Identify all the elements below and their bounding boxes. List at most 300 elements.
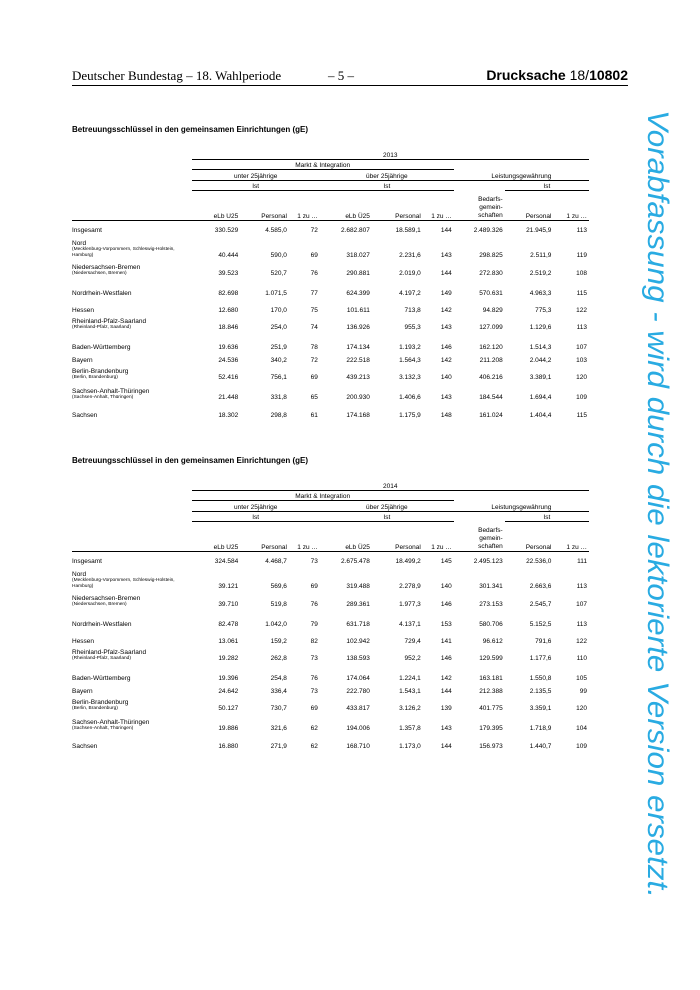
- watermark: [640, 110, 684, 900]
- table-cell: 952,2: [404, 655, 421, 662]
- table-cell: 1.129,6: [529, 324, 552, 331]
- table-row: [72, 401, 589, 419]
- region-cell: [72, 277, 192, 297]
- table-cell: 580.706: [479, 621, 503, 628]
- region-name: Nordrhein-Westfalen: [72, 621, 132, 628]
- table-cell: 298,8: [270, 412, 287, 419]
- col-ratio: 1 zu …: [289, 521, 320, 551]
- table-cell: 18.302: [218, 412, 239, 419]
- over25-header: über 25jährige: [320, 169, 454, 180]
- col-personal: Personal: [240, 190, 289, 220]
- table-cell: 162.120: [479, 344, 503, 351]
- region-name: Berlin-Brandenburg: [72, 368, 129, 375]
- region-name: Sachsen-Anhalt-Thüringen: [72, 388, 150, 395]
- table-cell: 569,6: [270, 583, 287, 590]
- table-cell: 76: [310, 675, 318, 682]
- table-cell: 730,7: [270, 705, 287, 712]
- col-personal: Personal: [505, 521, 554, 551]
- under25-header: unter 25jährige: [192, 500, 320, 511]
- table-cell: 19.282: [218, 655, 239, 662]
- table-cell: 143: [440, 252, 452, 259]
- region-name: Insgesamt: [72, 558, 102, 565]
- table-cell: 115: [576, 290, 587, 297]
- table-cell: 107: [576, 344, 587, 351]
- region-name: Hessen: [72, 638, 95, 645]
- table-cell: 624.399: [346, 290, 370, 297]
- table-cell: 222.518: [346, 357, 370, 364]
- table-row: [72, 628, 589, 645]
- table-cell: 104: [576, 725, 587, 732]
- col-ratio: 1 zu …: [423, 190, 454, 220]
- table-cell: 251,9: [270, 344, 287, 351]
- table-cell: 439.213: [346, 374, 370, 381]
- header-row: [72, 169, 589, 180]
- ist-header: Ist: [320, 180, 454, 190]
- table-cell: 115: [576, 412, 587, 419]
- table-cell: 69: [310, 374, 318, 381]
- table-cell: 4.197,2: [399, 290, 421, 297]
- table-cell: 149: [440, 290, 452, 297]
- header-doc-number-a: 18/: [569, 67, 590, 83]
- table-cell: 254,8: [270, 675, 287, 682]
- table-cell: 18.499,2: [395, 558, 421, 565]
- table-cell: 590,0: [270, 252, 287, 259]
- table-cell: 5.152,5: [529, 621, 552, 628]
- table-cell: 4.963,3: [529, 290, 552, 297]
- year-header: 2014: [192, 479, 589, 490]
- table-cell: 2.511,9: [530, 252, 552, 259]
- table-cell: 82.698: [218, 290, 239, 297]
- table-cell: 222.780: [346, 688, 370, 695]
- col-elb-ue25: eLb Ü25: [320, 521, 372, 551]
- region-name: Niedersachsen-Bremen: [72, 264, 141, 271]
- region-name: Rheinland-Pfalz-Saarland: [72, 318, 147, 325]
- region-cell: [72, 662, 192, 682]
- table-cell: 78: [310, 344, 318, 351]
- region-name: Bayern: [72, 357, 93, 364]
- table-cell: 144: [440, 270, 452, 277]
- table-cell: 1.224,1: [399, 675, 421, 682]
- table-title: Betreuungsschlüssel in den gemeinsamen Einrichtungen (gE): [72, 456, 309, 465]
- table-cell: 12.680: [218, 307, 239, 314]
- group-header: Markt & Integration: [192, 490, 454, 500]
- table-cell: 2.663,6: [529, 583, 552, 590]
- region-subtitle: (Berlin, Brandenburg): [72, 706, 118, 711]
- table-cell: 153: [440, 621, 452, 628]
- table-row: [72, 682, 589, 695]
- table-cell: 406.216: [479, 374, 503, 381]
- table-cell: 519,8: [270, 601, 287, 608]
- table-cell: 3.126,2: [399, 705, 421, 712]
- region-name: Nordrhein-Westfalen: [72, 290, 132, 297]
- table-cell: 2.519,2: [529, 270, 552, 277]
- header-rule: [72, 85, 628, 86]
- data-table: [72, 479, 589, 750]
- table-cell: 1.977,3: [399, 601, 421, 608]
- table-cell: 2.495.123: [473, 558, 503, 565]
- table-cell: 194.006: [346, 725, 370, 732]
- table-cell: 1.071,5: [265, 290, 287, 297]
- table-row: [72, 277, 589, 297]
- table-cell: 298.825: [479, 252, 503, 259]
- table-cell: 120: [576, 374, 587, 381]
- table-cell: 76: [310, 601, 318, 608]
- col-elb-u25: eLb U25: [192, 190, 241, 220]
- table-row: [72, 259, 589, 277]
- table-cell: 50.127: [218, 705, 239, 712]
- table-cell: 18.846: [218, 324, 239, 331]
- header-row: [72, 500, 589, 511]
- col-ratio: 1 zu …: [553, 521, 589, 551]
- table-cell: 113: [576, 324, 587, 331]
- data-table: [72, 148, 589, 419]
- table-cell: 3.132,3: [399, 374, 421, 381]
- table-cell: 520,7: [270, 270, 287, 277]
- table-cell: 2.682.807: [340, 227, 370, 234]
- region-cell: [72, 645, 192, 662]
- table-cell: 161.024: [479, 412, 503, 419]
- table-cell: 129.599: [479, 655, 503, 662]
- table-cell: 140: [440, 583, 452, 590]
- table-cell: 122: [576, 638, 587, 645]
- table-row: [72, 314, 589, 331]
- table-cell: 2.044,2: [529, 357, 552, 364]
- region-cell: [72, 628, 192, 645]
- col-bedarf: Bedarfs- gemein- schaften: [454, 190, 505, 220]
- header-doc-number-b: 10802: [589, 67, 628, 83]
- region-cell: [72, 259, 192, 277]
- table-cell: 144: [440, 227, 452, 234]
- table-cell: 143: [440, 725, 452, 732]
- benefits-header: Leistungsgewährung: [454, 500, 589, 511]
- table-cell: 212.388: [479, 688, 503, 695]
- group-header: Markt & Integration: [192, 159, 454, 169]
- table-row: [72, 695, 589, 712]
- table-cell: 94.829: [482, 307, 503, 314]
- table-cell: 1.564,3: [399, 357, 421, 364]
- table-cell: 72: [310, 357, 318, 364]
- header-row: [72, 511, 589, 521]
- header-row: [72, 521, 589, 551]
- table-cell: 262,8: [270, 655, 287, 662]
- table-cell: 110: [576, 655, 587, 662]
- table-cell: 321,6: [270, 725, 287, 732]
- region-cell: [72, 732, 192, 750]
- table-cell: 39.710: [218, 601, 239, 608]
- table-cell: 102.942: [346, 638, 370, 645]
- header-row: [72, 159, 589, 169]
- table-cell: 756,1: [270, 374, 287, 381]
- table-cell: 73: [310, 688, 318, 695]
- ist-header: Ist: [320, 511, 454, 521]
- over25-header: über 25jährige: [320, 500, 454, 511]
- table-row: [72, 662, 589, 682]
- table-cell: 69: [310, 583, 318, 590]
- table-cell: 254,0: [270, 324, 287, 331]
- table-cell: 2.489.326: [473, 227, 503, 234]
- region-cell: [72, 551, 192, 565]
- region-name: Bayern: [72, 688, 93, 695]
- table-row: [72, 590, 589, 608]
- table-cell: 1.177,6: [529, 655, 552, 662]
- table-cell: 13.061: [218, 638, 239, 645]
- under25-header: unter 25jährige: [192, 169, 320, 180]
- table-cell: 74: [310, 324, 318, 331]
- table-cell: 101.611: [346, 307, 370, 314]
- table-row: [72, 565, 589, 590]
- year-header: 2013: [192, 148, 589, 159]
- table-row: [72, 351, 589, 364]
- table-cell: 272.830: [479, 270, 503, 277]
- table-cell: 319.488: [346, 583, 370, 590]
- region-cell: [72, 314, 192, 331]
- region-cell: [72, 331, 192, 351]
- table-cell: 138.593: [346, 655, 370, 662]
- table-cell: 142: [440, 357, 452, 364]
- table-row: [72, 234, 589, 259]
- table-cell: 1.042,0: [265, 621, 287, 628]
- table-cell: 18.589,1: [395, 227, 421, 234]
- table-cell: 3.389,1: [529, 374, 552, 381]
- table-cell: 39.121: [218, 583, 239, 590]
- table-cell: 273.153: [479, 601, 503, 608]
- table-cell: 1.514,3: [529, 344, 552, 351]
- table-cell: 119: [576, 252, 587, 259]
- table-cell: 174.134: [346, 344, 370, 351]
- ist-header: Ist: [192, 511, 320, 521]
- table-cell: 82: [310, 638, 318, 645]
- table-cell: 109: [576, 743, 587, 750]
- region-cell: [72, 234, 192, 259]
- table-cell: 82.478: [218, 621, 239, 628]
- table-cell: 143: [440, 394, 452, 401]
- region-cell: [72, 220, 192, 234]
- region-cell: [72, 590, 192, 608]
- table-cell: 1.404,4: [529, 412, 552, 419]
- region-subtitle: (Niedersachsen, Bremen): [72, 602, 127, 607]
- table-cell: 2.019,0: [399, 270, 421, 277]
- table-cell: 105: [576, 675, 587, 682]
- header-row: [72, 190, 589, 220]
- table-cell: 113: [576, 621, 587, 628]
- region-name: Baden-Württemberg: [72, 344, 131, 351]
- table-cell: 19.396: [218, 675, 239, 682]
- region-subtitle: (Niedersachsen, Bremen): [72, 271, 127, 276]
- table-row: [72, 732, 589, 750]
- table-cell: 2.545,7: [529, 601, 552, 608]
- col-ratio: 1 zu …: [289, 190, 320, 220]
- table-cell: 141: [440, 638, 452, 645]
- table-cell: 200.930: [346, 394, 370, 401]
- table-cell: 146: [440, 601, 452, 608]
- col-elb-ue25: eLb Ü25: [320, 190, 372, 220]
- table-cell: 108: [576, 270, 587, 277]
- table-cell: 76: [310, 270, 318, 277]
- ist-header: Ist: [505, 180, 589, 190]
- ist-header: Ist: [505, 511, 589, 521]
- region-name: Insgesamt: [72, 227, 102, 234]
- table-cell: 16.880: [218, 743, 239, 750]
- table-cell: 168.710: [346, 743, 370, 750]
- region-subtitle: (Sachsen-Anhalt, Thüringen): [72, 726, 134, 731]
- region-name: Rheinland-Pfalz-Saarland: [72, 649, 147, 656]
- header-row: [72, 148, 589, 159]
- table-cell: 1.173,0: [399, 743, 421, 750]
- table-cell: 290.881: [346, 270, 370, 277]
- table-cell: 713,8: [404, 307, 421, 314]
- table-cell: 791,6: [535, 638, 552, 645]
- table-cell: 120: [576, 705, 587, 712]
- col-personal: Personal: [372, 521, 423, 551]
- table-cell: 99: [579, 688, 587, 695]
- region-subtitle: (Rheinland-Pfalz, Saarland): [72, 325, 131, 330]
- table-cell: 146: [440, 655, 452, 662]
- table-row: [72, 331, 589, 351]
- table-cell: 331,8: [270, 394, 287, 401]
- table-row: [72, 645, 589, 662]
- page-number: – 5 –: [328, 68, 354, 83]
- region-subtitle: (Berlin, Brandenburg): [72, 375, 118, 380]
- table-cell: 729,4: [404, 638, 421, 645]
- table-row: [72, 551, 589, 565]
- col-ratio: 1 zu …: [553, 190, 589, 220]
- table-cell: 140: [440, 374, 452, 381]
- table-cell: 142: [440, 307, 452, 314]
- page-header: [72, 68, 628, 84]
- table-cell: 174.168: [346, 412, 370, 419]
- table-cell: 289.361: [346, 601, 370, 608]
- table-cell: 107: [576, 601, 587, 608]
- table-cell: 62: [310, 743, 318, 750]
- table-cell: 73: [310, 655, 318, 662]
- table-cell: 1.357,8: [399, 725, 421, 732]
- table-cell: 156.973: [479, 743, 503, 750]
- table-cell: 145: [440, 558, 452, 565]
- table-cell: 139: [440, 705, 452, 712]
- col-personal: Personal: [372, 190, 423, 220]
- col-elb-u25: eLb U25: [192, 521, 241, 551]
- table-cell: 69: [310, 252, 318, 259]
- table-cell: 2.135,5: [529, 688, 552, 695]
- table-cell: 159,2: [270, 638, 287, 645]
- table-cell: 79: [310, 621, 318, 628]
- col-ratio: 1 zu …: [423, 521, 454, 551]
- table-cell: 143: [440, 324, 452, 331]
- col-bedarf: Bedarfs- gemein- schaften: [454, 521, 505, 551]
- table-cell: 146: [440, 344, 452, 351]
- region-name: Sachsen: [72, 743, 98, 750]
- table-cell: 24.536: [218, 357, 239, 364]
- table-cell: 1.694,4: [529, 394, 552, 401]
- ist-header: Ist: [192, 180, 320, 190]
- table-row: [72, 381, 589, 401]
- region-name: Nord: [72, 240, 87, 247]
- table-cell: 62: [310, 725, 318, 732]
- table-cell: 4.585,0: [265, 227, 287, 234]
- table-cell: 271,9: [270, 743, 287, 750]
- region-name: Sachsen-Anhalt-Thüringen: [72, 719, 150, 726]
- table-cell: 1.175,9: [399, 412, 421, 419]
- table-cell: 1.193,2: [399, 344, 421, 351]
- table-cell: 2.278,9: [399, 583, 421, 590]
- table-cell: 122: [576, 307, 587, 314]
- table-row: [72, 364, 589, 381]
- table-row: [72, 297, 589, 314]
- region-subtitle: (Rheinland-Pfalz, Saarland): [72, 656, 131, 661]
- table-cell: 103: [576, 357, 587, 364]
- region-cell: [72, 712, 192, 732]
- table-cell: 340,2: [270, 357, 287, 364]
- table-cell: 127.099: [479, 324, 503, 331]
- table-cell: 401.775: [479, 705, 503, 712]
- region-subtitle: (Sachsen-Anhalt, Thüringen): [72, 395, 134, 400]
- table-cell: 4.468,7: [265, 558, 287, 565]
- table-cell: 1.406,6: [399, 394, 421, 401]
- table-cell: 39.523: [218, 270, 239, 277]
- table-cell: 61: [310, 412, 318, 419]
- table-cell: 955,3: [404, 324, 421, 331]
- header-doc-label: Drucksache: [486, 67, 566, 83]
- table-cell: 65: [310, 394, 318, 401]
- region-name: Berlin-Brandenburg: [72, 699, 129, 706]
- table-cell: 77: [310, 290, 318, 297]
- table-cell: 775,3: [535, 307, 552, 314]
- region-cell: [72, 364, 192, 381]
- header-row: [72, 180, 589, 190]
- table-cell: 19.886: [218, 725, 239, 732]
- region-cell: [72, 381, 192, 401]
- table-cell: 52.416: [218, 374, 239, 381]
- table-row: [72, 220, 589, 234]
- table-cell: 75: [310, 307, 318, 314]
- watermark-text: Vorabfassung - wird durch die lektorierte Version ersetzt.: [641, 110, 674, 864]
- table-cell: 24.642: [218, 688, 239, 695]
- table-cell: 318.027: [346, 252, 370, 259]
- table-cell: 72: [310, 227, 318, 234]
- col-personal: Personal: [505, 190, 554, 220]
- table-cell: 1.718,9: [529, 725, 552, 732]
- region-cell: [72, 682, 192, 695]
- region-cell: [72, 565, 192, 590]
- header-right: [486, 67, 628, 83]
- table-cell: 336,4: [270, 688, 287, 695]
- table-cell: 1.543,1: [399, 688, 421, 695]
- header-left: Deutscher Bundestag – 18. Wahlperiode: [72, 68, 282, 83]
- table-cell: 21.448: [218, 394, 239, 401]
- benefits-header: Leistungsgewährung: [454, 169, 589, 180]
- table-cell: 111: [577, 558, 587, 565]
- region-subtitle: (Mecklenburg-Vorpommern, Schleswig-Holstein, Hamburg): [72, 247, 175, 258]
- table-cell: 69: [310, 705, 318, 712]
- region-subtitle: (Mecklenburg-Vorpommern, Schleswig-Holstein, Hamburg): [72, 578, 175, 589]
- region-cell: [72, 297, 192, 314]
- table-cell: 631.718: [346, 621, 370, 628]
- table-cell: 144: [440, 688, 452, 695]
- table-cell: 148: [440, 412, 452, 419]
- col-personal: Personal: [240, 521, 289, 551]
- table-row: [72, 608, 589, 628]
- table-cell: 136.926: [346, 324, 370, 331]
- table-cell: 179.395: [479, 725, 503, 732]
- table-cell: 2.675.478: [340, 558, 370, 565]
- table-cell: 170,0: [270, 307, 287, 314]
- table-cell: 2.231,6: [399, 252, 421, 259]
- table-cell: 184.544: [479, 394, 503, 401]
- table-cell: 211.208: [479, 357, 503, 364]
- table-cell: 21.945,9: [526, 227, 552, 234]
- table-cell: 40.444: [218, 252, 239, 259]
- table-cell: 1.550,8: [529, 675, 552, 682]
